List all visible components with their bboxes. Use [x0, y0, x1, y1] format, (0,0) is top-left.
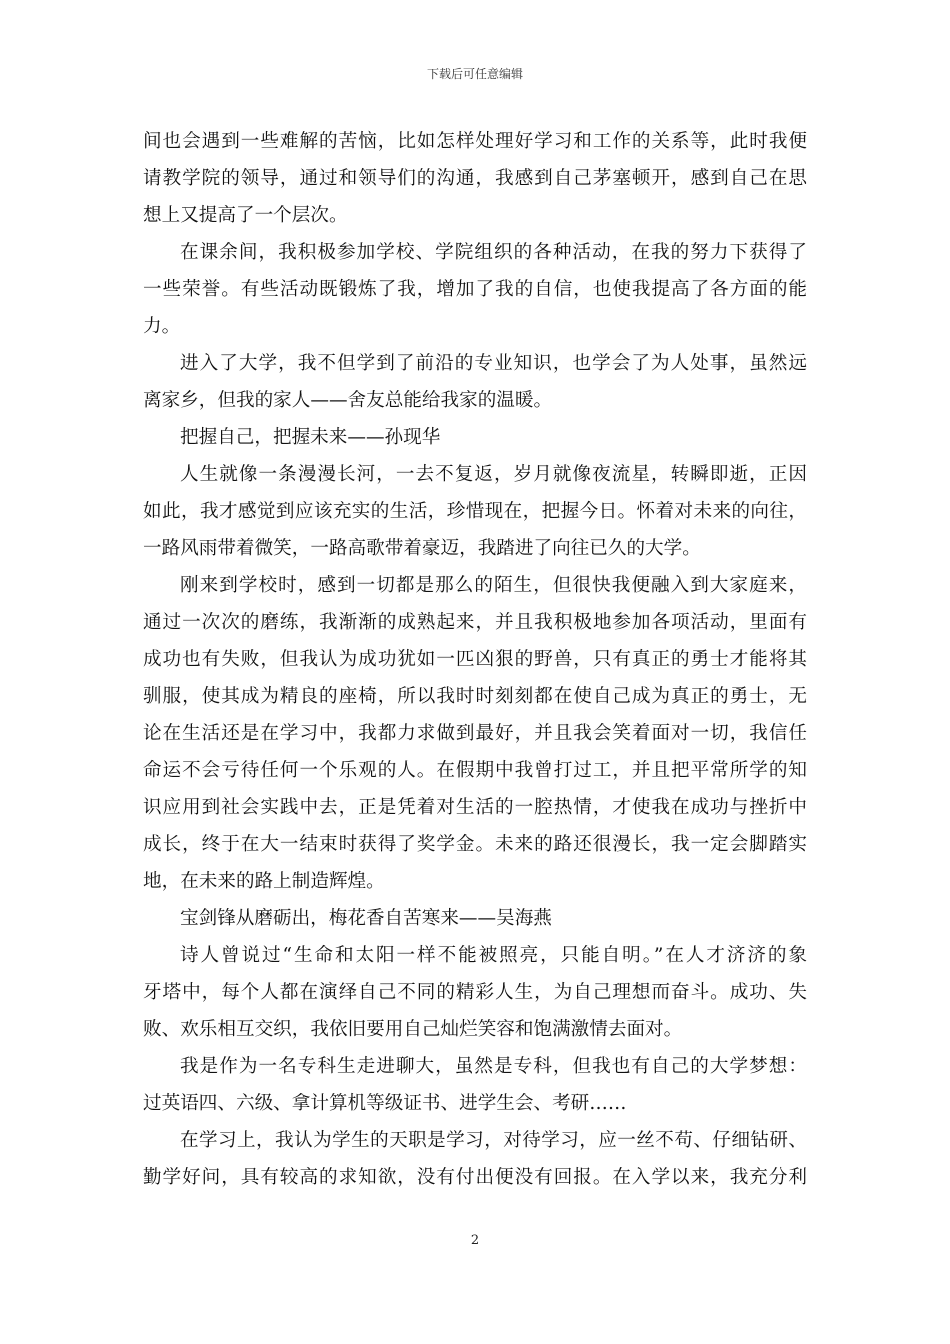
- text-line: 通过一次次的磨练，我渐渐的成熟起来，并且我积极地参加各项活动，里面有: [143, 612, 807, 633]
- text-line: 地，在未来的路上制造辉煌。: [143, 871, 385, 892]
- text-line: 想上又提高了一个层次。: [143, 205, 348, 226]
- text-line: 勤学好问，具有较高的求知欲，没有付出便没有回报。在入学以来，我充分利: [143, 1167, 807, 1188]
- text-line: 一些荣誉。有些活动既锻炼了我，增加了我的自信，也使我提高了各方面的能: [143, 279, 807, 300]
- document-body: [143, 123, 807, 1196]
- text-line: 命运不会亏待任何一个乐观的人。在假期中我曾打过工，并且把平常所学的知: [143, 760, 807, 781]
- text-line: 请教学院的领导，通过和领导们的沟通，我感到自己茅塞顿开，感到自己在思: [143, 168, 807, 189]
- text-line: 如此，我才感觉到应该充实的生活，珍惜现在，把握今日。怀着对未来的向往，: [143, 501, 807, 522]
- text-line: 在课余间，我积极参加学校、学院组织的各种活动，在我的努力下获得了: [180, 242, 807, 263]
- text-line: 论在生活还是在学习中，我都力求做到最好，并且我会笑着面对一切，我信任: [143, 723, 807, 744]
- text-line: 我是作为一名专科生走进聊大，虽然是专科，但我也有自己的大学梦想：: [180, 1056, 807, 1077]
- text-line: 力。: [143, 316, 181, 337]
- text-line: 进入了大学，我不但学到了前沿的专业知识，也学会了为人处事，虽然远: [180, 353, 807, 374]
- text-line: 驯服，使其成为精良的座椅，所以我时时刻刻都在使自己成为真正的勇士，无: [143, 686, 807, 707]
- text-line: 人生就像一条漫漫长河，一去不复返，岁月就像夜流星，转瞬即逝，正因: [180, 464, 807, 485]
- text-line: 过英语四、六级、拿计算机等级证书、进学生会、考研……: [143, 1093, 627, 1114]
- text-line: 识应用到社会实践中去，正是凭着对生活的一腔热情，才使我在成功与挫折中: [143, 797, 807, 818]
- text-line: 一路风雨带着微笑，一路高歌带着豪迈，我踏进了向往已久的大学。: [143, 538, 701, 559]
- text-line: 成功也有失败，但我认为成功犹如一匹凶狠的野兽，只有真正的勇士才能将其: [143, 649, 807, 670]
- text-line: 败、欢乐相互交织，我依旧要用自己灿烂笑容和饱满激情去面对。: [143, 1019, 683, 1040]
- text-line: 刚来到学校时，感到一切都是那么的陌生，但很快我便融入到大家庭来，: [180, 575, 807, 596]
- text-line: 在学习上，我认为学生的天职是学习，对待学习，应一丝不苟、仔细钻研、: [180, 1130, 807, 1151]
- page-number: 2: [470, 1233, 480, 1248]
- text-line: 成长，终于在大一结束时获得了奖学金。未来的路还很漫长，我一定会脚踏实: [143, 834, 807, 855]
- text-line: 宝剑锋从磨砺出，梅花香自苦寒来——吴海燕: [180, 908, 552, 929]
- text-line: 诗人曾说过“生命和太阳一样不能被照亮，只能自明。”在人才济济的象: [180, 945, 807, 966]
- text-line: 离家乡，但我的家人——舍友总能给我家的温暖。: [143, 390, 553, 411]
- page-header: 下载后可任意编辑: [426, 67, 523, 81]
- text-line: 把握自己，把握未来——孙现华: [180, 427, 441, 448]
- text-line: 牙塔中，每个人都在演绎自己不同的精彩人生，为自己理想而奋斗。成功、失: [143, 982, 807, 1003]
- text-line: 间也会遇到一些难解的苦恼，比如怎样处理好学习和工作的关系等，此时我便: [143, 131, 807, 152]
